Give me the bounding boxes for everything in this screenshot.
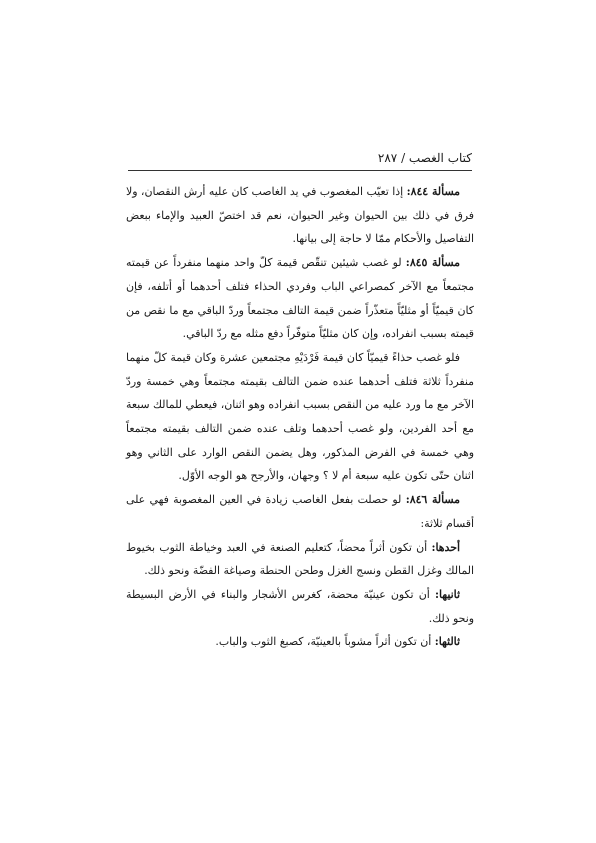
paragraph-text: أن تكون أثراً محضاً، كتعليم الصنعة في العبد وخياطة الثوب بخيوط المالك وغزل القطن ونسج الغزل وطحن الحنطة وصياغة الفضّة ونحو ذلك.	[126, 540, 474, 578]
kind-label: ثالثها:	[434, 635, 460, 649]
issue-label: مسألة ٨٤٤:	[406, 185, 460, 198]
paragraph-issue-844	[126, 180, 474, 251]
paragraph-second-kind	[126, 583, 474, 630]
paragraph-example	[126, 346, 474, 488]
paragraph-issue-845	[126, 251, 474, 346]
paragraph-text: أن تكون عينيّة محضة، كغرس الأشجار والبناء في الأرض البسيطة ونحو ذلك.	[126, 587, 474, 625]
kind-label: أحدها:	[431, 540, 460, 554]
paragraph-text: لو حصلت بفعل الغاصب زيادة في العين المغصوبة فهي على أقسام ثلاثة:	[126, 493, 474, 530]
header-rule	[128, 170, 472, 171]
kind-label: ثانيها:	[434, 587, 460, 601]
paragraph-third-kind	[126, 630, 474, 654]
paragraph-first-kind	[126, 536, 474, 583]
paragraph-issue-846	[126, 488, 474, 535]
paragraph-text: لو غصب شيئين تنقّص قيمة كلّ واحد منهما منفرداً عن قيمته مجتمعاً مع الآخر كمصراعي الباب وفردي الحذاء فتلف أحدهما أو أتلفه، فإن كان قيميّاً أو مثليّاً متعذّراً ضمن قيمة التالف مجتمعاً وردّ الباقي مع ما نقص من قيمته بسبب انفراده، وإن كان مثليّاً متوفّراً دفع مثله مع ردّ الباقي.	[126, 256, 474, 341]
page-body	[126, 180, 474, 654]
issue-label: مسألة ٨٤٦:	[405, 493, 460, 507]
running-title: كتاب الغصب / ٢٨٧	[377, 151, 472, 165]
paragraph-text: إذا تعيّب المغصوب في يد الغاصب كان عليه أرش النقصان، ولا فرق في ذلك بين الحيوان وغير الحيوان، نعم قد اختصّ العبيد والإماء ببعض التفاصيل والأحكام ممّا لا حاجة إلى بيانها.	[126, 185, 474, 246]
paragraph-text: أن تكون أثراً مشوباً بالعينيّة، كصبغ الثوب والباب.	[215, 635, 435, 649]
issue-label: مسألة ٨٤٥:	[405, 256, 460, 270]
running-header	[128, 150, 472, 166]
paragraph-text: فلو غصب حذاءً قيميّاً كان قيمة فَرْدَيْهِ مجتمعين عشرة وكان قيمة كلّ منهما منفرداً ثلاثة فتلف أحدهما عنده ضمن التالف بقيمته مجتمعاً وهي خمسة وردّ الآخر مع ما ورد عليه من النقص بسبب انفراده وهو اثنان، فيعطي للمالك سبعة مع أحد الفردين، ولو غصب أحدهما وتلف عنده ضمن التالف بقيمته مجتمعاً وهي خمسة في الفرض المذكور، وهل يضمن النقص الوارد على الثاني وهو اثنان حتّى تكون عليه سبعة أم لا ؟ وجهان، والأرجح هو الوجه الأوّل.	[126, 350, 474, 483]
